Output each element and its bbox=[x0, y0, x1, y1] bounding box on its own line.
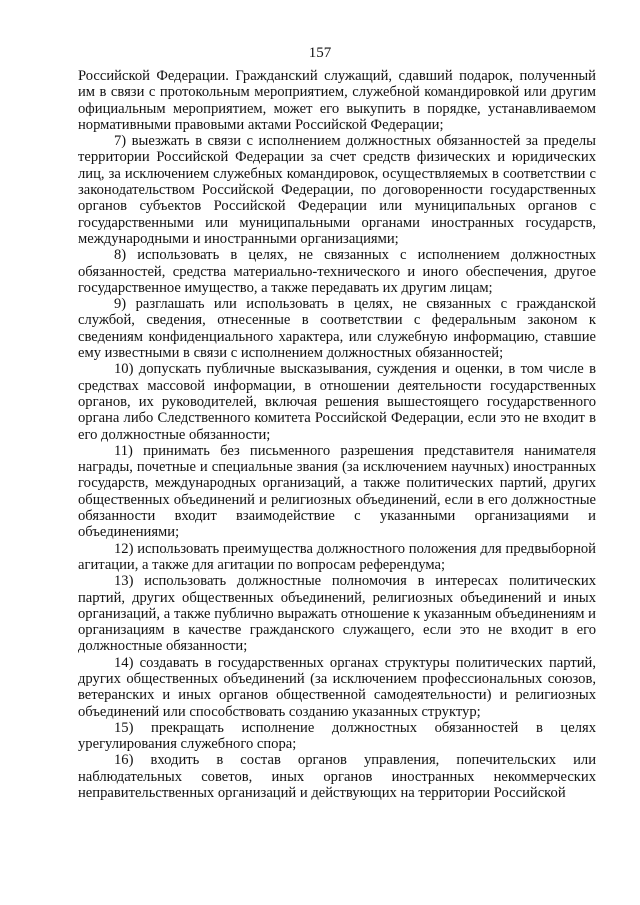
paragraph-item-12: 12) использовать преимущества должностного положения для предвыборной агитации, а также для агитации по вопросам референдума; bbox=[78, 540, 596, 573]
paragraph-item-9: 9) разглашать или использовать в целях, не связанных с гражданской службой, сведения, отнесенные в соответствии с федеральным законом к сведениям конфиденциального характера, или служебную информацию, ставшие ему известными в связи с исполнением должностных обязанностей; bbox=[78, 296, 596, 362]
paragraph-continuation: Российской Федерации. Гражданский служащий, сдавший подарок, полученный им в связи с протокольным мероприятием, служебной командировкой или другим официальным мероприятием, может его выкупить в порядке, устанавливаемом нормативными правовыми актами Российской Федерации; bbox=[78, 68, 596, 133]
paragraph-item-7: 7) выезжать в связи с исполнением должностных обязанностей за пределы территории Российской Федерации за счет средств физических и юридических лиц, за исключением служебных командировок, осуществляемых в соответствии с законодательством Российской Федерации, по договоренности государственных органов субъектов Российской Федерации или муниципальных органов с государственными или муниципальными органами иностранных государств, международными и иностранными организациями; bbox=[78, 133, 596, 247]
paragraph-item-14: 14) создавать в государственных органах структуры политических партий, других общественных объединений (за исключением профессиональных союзов, ветеранских и иных органов общественной самодеятельности) и религиозных объединений или способствовать созданию указанных структур; bbox=[78, 654, 596, 720]
body-text bbox=[78, 68, 596, 801]
page-number: 157 bbox=[308, 45, 332, 61]
paragraph-item-10: 10) допускать публичные высказывания, суждения и оценки, в том числе в средствах массовой информации, в отношении деятельности государственных органов, их руководителей, включая решения вышестоящего государственного органа либо Следственного комитета Российской Федерации, если это не входит в его должностные обязанности; bbox=[78, 361, 596, 443]
paragraph-item-8: 8) использовать в целях, не связанных с исполнением должностных обязанностей, средства материально-технического и иного обеспечения, другое государственное имущество, а также передавать их другим лицам; bbox=[78, 247, 596, 296]
paragraph-item-15: 15) прекращать исполнение должностных обязанностей в целях урегулирования служебного спора; bbox=[78, 719, 596, 753]
paragraph-item-11: 11) принимать без письменного разрешения представителя нанимателя награды, почетные и специальные звания (за исключением научных) иностранных государств, международных организаций, а также политических партий, других общественных объединений и религиозных объединений, если в его должностные обязанности входит взаимодействие с указанными организациями и объединениями; bbox=[78, 442, 596, 541]
paragraph-item-13: 13) использовать должностные полномочия в интересах политических партий, других общественных объединений, религиозных объединений и иных организаций, а также публично выражать отношение к указанным объединениям и организациям в качестве гражданского служащего, если это не входит в его должностные обязанности; bbox=[78, 573, 596, 655]
paragraph-item-16: 16) входить в состав органов управления, попечительских или наблюдательных советов, иных органов иностранных некоммерческих неправительственных организаций и действующих на территории Российской bbox=[78, 752, 596, 802]
